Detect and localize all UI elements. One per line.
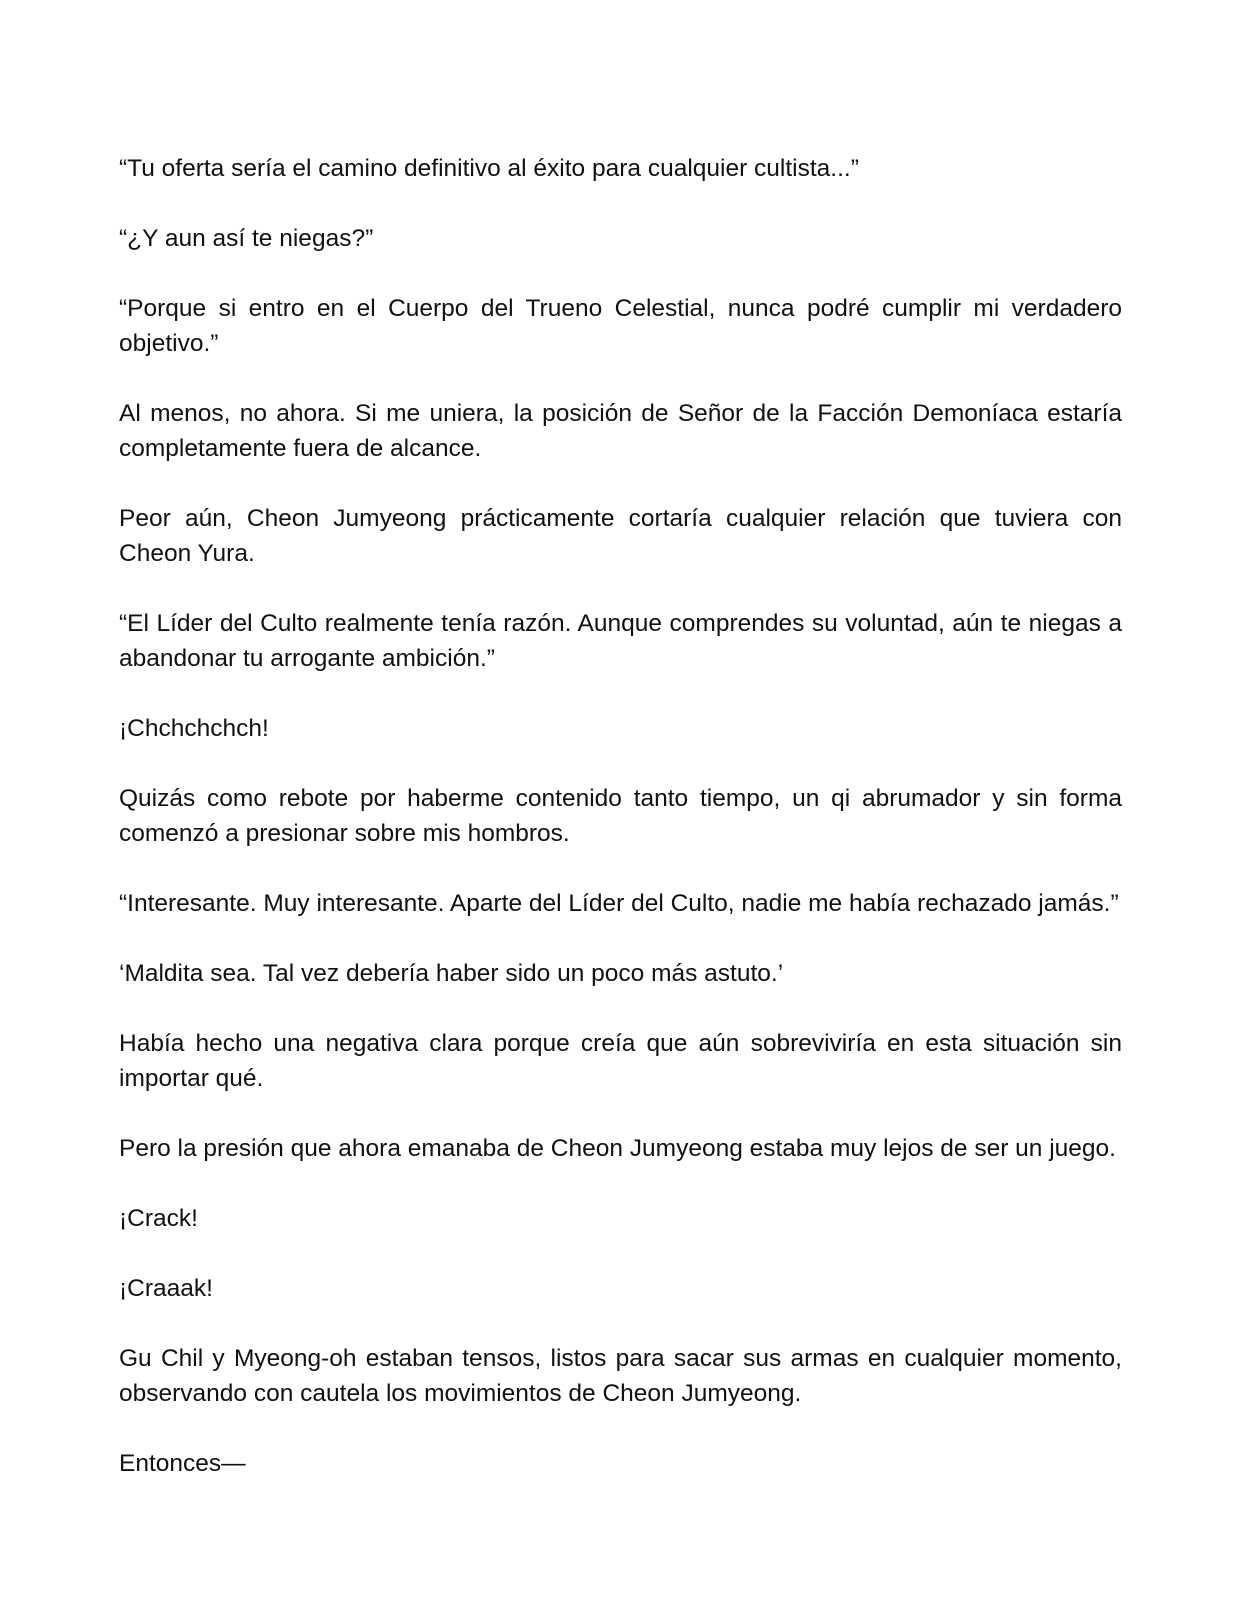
paragraph-10: ‘Maldita sea. Tal vez debería haber sido un poco más astuto.’ [119,960,784,987]
paragraph-13: ¡Crack! [119,1205,198,1232]
paragraph-9: “Interesante. Muy interesante. Aparte del Líder del Culto, nadie me había rechazado jamás.” [119,890,1119,917]
paragraph-6: “El Líder del Culto realmente tenía razón. Aunque comprendes su voluntad, aún te niegas a abandonar tu arrogante ambición.” [119,610,1122,672]
paragraph-7: ¡Chchchchch! [119,715,269,742]
paragraph-14: ¡Craaak! [119,1275,213,1302]
paragraph-4: Al menos, no ahora. Si me uniera, la posición de Señor de la Facción Demoníaca estaría completamente fuera de alcance. [119,400,1122,462]
document-page [119,151,1122,1481]
paragraph-3: “Porque si entro en el Cuerpo del Trueno Celestial, nunca podré cumplir mi verdadero objetivo.” [119,295,1122,357]
paragraph-16: Entonces— [119,1450,246,1477]
paragraph-15: Gu Chil y Myeong-oh estaban tensos, listos para sacar sus armas en cualquier momento, observando con cautela los movimientos de Cheon Jumyeong. [119,1345,1122,1407]
paragraph-1: “Tu oferta sería el camino definitivo al éxito para cualquier cultista...” [119,155,859,182]
paragraph-12: Pero la presión que ahora emanaba de Cheon Jumyeong estaba muy lejos de ser un juego. [119,1135,1116,1162]
paragraph-2: “¿Y aun así te niegas?” [119,225,374,252]
paragraph-5: Peor aún, Cheon Jumyeong prácticamente cortaría cualquier relación que tuviera con Cheon Yura. [119,505,1122,567]
paragraph-8: Quizás como rebote por haberme contenido tanto tiempo, un qi abrumador y sin forma comenzó a presionar sobre mis hombros. [119,785,1122,847]
paragraph-11: Había hecho una negativa clara porque creía que aún sobreviviría en esta situación sin importar qué. [119,1030,1122,1092]
